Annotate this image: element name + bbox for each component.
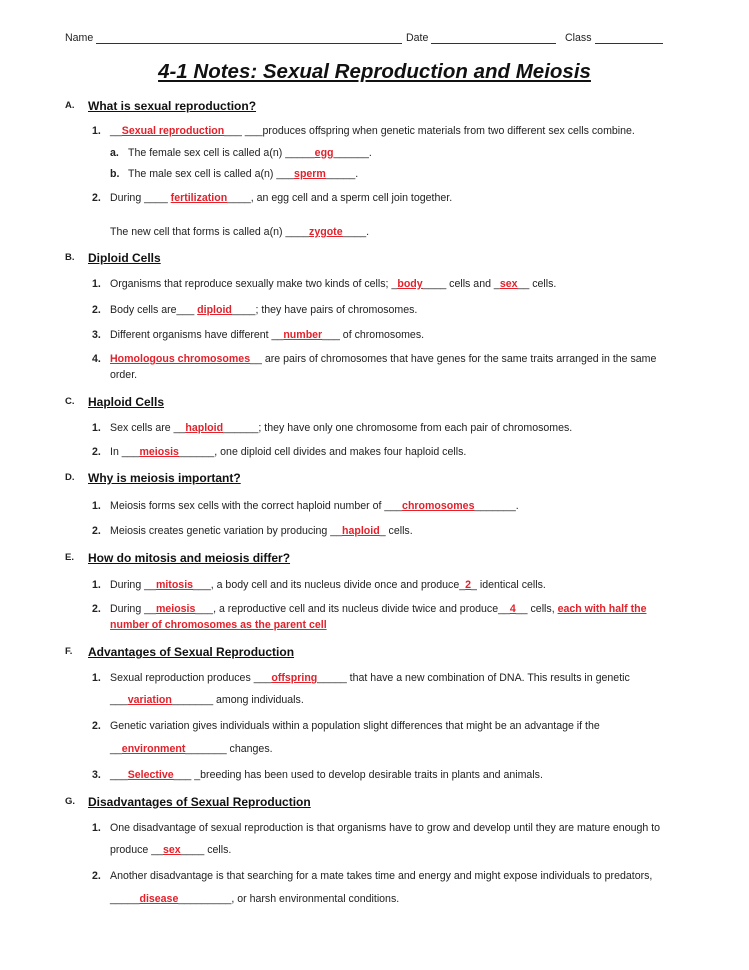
answer-blank[interactable]: haploid bbox=[185, 422, 224, 434]
answer-blank[interactable]: Selective bbox=[127, 769, 174, 781]
item-text: The male sex cell is called a(n) ___ bbox=[128, 168, 295, 180]
answer-blank[interactable]: Sexual reproduction bbox=[121, 125, 225, 137]
item-text: produce __ bbox=[110, 844, 164, 856]
item-text: _____ that have a new combination of DNA. This results in genetic bbox=[317, 672, 630, 684]
item-text: _______. bbox=[474, 500, 519, 512]
item-number: 2. bbox=[92, 192, 101, 204]
item-text: _________, or harsh environmental conditions. bbox=[178, 893, 400, 905]
item-text: Body cells are___ bbox=[110, 304, 198, 316]
item-text: _ cells. bbox=[379, 525, 413, 537]
answer-blank[interactable]: meiosis bbox=[139, 446, 179, 458]
answer-blank[interactable]: body bbox=[397, 278, 423, 290]
item-line bbox=[110, 670, 630, 686]
answer-blank[interactable]: haploid bbox=[342, 525, 380, 537]
section-letter: D. bbox=[65, 472, 75, 483]
item-text: _______ among individuals. bbox=[171, 694, 304, 706]
item-line bbox=[110, 767, 543, 783]
item-text: Organisms that reproduce sexually make two kinds of cells; _ bbox=[110, 278, 398, 290]
item-line bbox=[128, 145, 372, 161]
item-text: ___, a reproductive cell and its nucleus divide twice and produce__ bbox=[195, 603, 510, 615]
item-line bbox=[110, 842, 231, 858]
item-number: 1. bbox=[92, 125, 101, 137]
section-letter: A. bbox=[65, 100, 75, 111]
answer-blank[interactable]: sex bbox=[163, 844, 181, 856]
sub-item-letter: b. bbox=[110, 168, 120, 180]
item-text: __ cells, bbox=[515, 603, 558, 615]
item-line bbox=[110, 868, 652, 884]
section-letter: F. bbox=[65, 646, 73, 657]
item-number: 1. bbox=[92, 278, 101, 290]
item-number: 1. bbox=[92, 500, 101, 512]
item-number: 3. bbox=[92, 769, 101, 781]
item-text: During __ bbox=[110, 603, 156, 615]
item-text: The new cell that forms is called a(n) ____ bbox=[110, 226, 310, 238]
item-line bbox=[110, 123, 635, 139]
item-text: ____ cells. bbox=[180, 844, 232, 856]
section-heading: Diploid Cells bbox=[88, 251, 161, 265]
answer-blank[interactable]: Homologous chromosomes bbox=[110, 353, 251, 365]
item-number: 1. bbox=[92, 672, 101, 684]
answer-blank[interactable]: mitosis bbox=[155, 579, 194, 591]
item-text: ____; they have pairs of chromosomes. bbox=[231, 304, 418, 316]
item-line bbox=[110, 351, 656, 367]
item-text: Meiosis forms sex cells with the correct haploid number of ___ bbox=[110, 500, 403, 512]
item-text: Another disadvantage is that searching for a mate takes time and energy and might expose individuals to predators, bbox=[110, 870, 653, 882]
item-text: The female sex cell is called a(n) _____ bbox=[128, 147, 315, 159]
item-text: __ cells. bbox=[517, 278, 557, 290]
item-line bbox=[110, 891, 399, 907]
sub-item-letter: a. bbox=[110, 147, 119, 159]
answer-blank[interactable]: diploid bbox=[197, 304, 232, 316]
item-text: __ bbox=[110, 743, 122, 755]
item-line bbox=[110, 276, 556, 292]
item-number: 1. bbox=[92, 579, 101, 591]
item-text: ____, an egg cell and a sperm cell join together. bbox=[227, 192, 453, 204]
item-number: 2. bbox=[92, 720, 101, 732]
item-number: 2. bbox=[92, 603, 101, 615]
section-heading: Haploid Cells bbox=[88, 395, 165, 409]
name-label: Name bbox=[65, 32, 94, 44]
item-number: 2. bbox=[92, 525, 101, 537]
answer-blank[interactable]: meiosis bbox=[155, 603, 196, 615]
item-line bbox=[110, 327, 424, 343]
item-text: ___ bbox=[110, 694, 128, 706]
item-text: _ identical cells. bbox=[471, 579, 546, 591]
item-text: One disadvantage of sexual reproduction is that organisms have to grow and develop until they are mature enough to bbox=[110, 822, 661, 834]
answer-blank[interactable]: number bbox=[283, 329, 323, 341]
item-line bbox=[128, 166, 358, 182]
answer-blank[interactable]: sperm bbox=[294, 168, 326, 180]
item-line bbox=[110, 224, 369, 240]
item-text: ____. bbox=[342, 226, 370, 238]
date-label: Date bbox=[406, 32, 429, 44]
class-field[interactable] bbox=[565, 32, 663, 44]
answer-blank[interactable]: 2 bbox=[465, 579, 472, 591]
section-letter: G. bbox=[65, 796, 76, 807]
section-letter: C. bbox=[65, 396, 75, 407]
date-blank[interactable] bbox=[431, 32, 556, 44]
item-text: ______. bbox=[333, 147, 372, 159]
item-text: Meiosis creates genetic variation by producing __ bbox=[110, 525, 343, 537]
item-line bbox=[110, 617, 327, 633]
item-text: Sex cells are __ bbox=[110, 422, 186, 434]
answer-blank[interactable]: offspring bbox=[271, 672, 318, 684]
item-text: Sexual reproduction produces ___ bbox=[110, 672, 272, 684]
item-number: 1. bbox=[92, 822, 101, 834]
item-text: _______ changes. bbox=[185, 743, 273, 755]
item-text: _____. bbox=[325, 168, 359, 180]
item-line bbox=[110, 577, 546, 593]
item-text: __ are pairs of chromosomes that have genes for the same traits arranged in the same bbox=[250, 353, 657, 365]
item-text: ______, one diploid cell divides and makes four haploid cells. bbox=[178, 446, 467, 458]
item-line bbox=[110, 420, 572, 436]
item-line bbox=[110, 190, 452, 206]
item-line bbox=[110, 444, 466, 460]
item-line bbox=[110, 820, 660, 836]
date-field[interactable] bbox=[406, 32, 556, 44]
answer-blank[interactable]: zygote bbox=[309, 226, 343, 238]
item-text: ___ _breeding has been used to develop desirable traits in plants and animals. bbox=[173, 769, 543, 781]
item-text: During ____ bbox=[110, 192, 171, 204]
section-letter: E. bbox=[65, 552, 74, 563]
item-text: order. bbox=[110, 369, 138, 381]
answer-blank[interactable]: variation bbox=[127, 694, 172, 706]
item-text: ___ ___produces offspring when genetic materials from two different sex cells combine. bbox=[224, 125, 635, 137]
answer-blank[interactable]: egg bbox=[314, 147, 334, 159]
answer-blank[interactable]: environment bbox=[121, 743, 186, 755]
item-number: 1. bbox=[92, 422, 101, 434]
item-number: 2. bbox=[92, 870, 101, 882]
answer-blank[interactable]: number of chromosomes as the parent cell bbox=[110, 619, 327, 631]
section-heading: What is sexual reproduction? bbox=[88, 99, 257, 113]
item-line bbox=[110, 523, 413, 539]
section-heading: How do mitosis and meiosis differ? bbox=[88, 551, 291, 565]
answer-blank[interactable]: chromosomes bbox=[402, 500, 475, 512]
item-text: ___ of chromosomes. bbox=[322, 329, 425, 341]
answer-blank[interactable]: disease bbox=[139, 893, 179, 905]
item-text: ___, a body cell and its nucleus divide once and produce_ bbox=[193, 579, 466, 591]
item-line bbox=[110, 692, 304, 708]
section-heading: Advantages of Sexual Reproduction bbox=[88, 645, 295, 659]
item-line bbox=[110, 498, 519, 514]
item-line bbox=[110, 741, 273, 757]
item-text: In ___ bbox=[110, 446, 140, 458]
item-number: 3. bbox=[92, 329, 101, 341]
section-letter: B. bbox=[65, 252, 75, 263]
class-blank[interactable] bbox=[595, 32, 663, 44]
answer-blank[interactable]: sex bbox=[499, 278, 518, 290]
item-text: ___ bbox=[110, 769, 128, 781]
name-field[interactable] bbox=[65, 32, 402, 44]
answer-blank[interactable]: each with half the bbox=[557, 603, 647, 615]
item-text: During __ bbox=[110, 579, 156, 591]
answer-blank[interactable]: 4 bbox=[509, 603, 516, 615]
class-label: Class bbox=[565, 32, 592, 44]
item-number: 4. bbox=[92, 353, 101, 365]
name-blank[interactable] bbox=[96, 32, 402, 44]
item-number: 2. bbox=[92, 304, 101, 316]
item-text: ______; they have only one chromosome from each pair of chromosomes. bbox=[223, 422, 573, 434]
item-text: ____ cells and _ bbox=[422, 278, 500, 290]
answer-blank[interactable]: fertilization bbox=[170, 192, 228, 204]
item-text: _____ bbox=[110, 893, 140, 905]
item-line bbox=[110, 601, 646, 617]
section-heading: Disadvantages of Sexual Reproduction bbox=[88, 795, 311, 809]
item-line bbox=[110, 367, 137, 383]
item-line bbox=[110, 302, 417, 318]
item-text: Genetic variation gives individuals within a population slight differences that might be an advantage if the bbox=[110, 720, 600, 732]
item-line bbox=[110, 718, 600, 734]
section-heading: Why is meiosis important? bbox=[88, 471, 241, 485]
item-number: 2. bbox=[92, 446, 101, 458]
page-title: 4-1 Notes: Sexual Reproduction and Meiosis bbox=[158, 60, 591, 83]
item-text: __ bbox=[110, 125, 122, 137]
item-text: Different organisms have different __ bbox=[110, 329, 284, 341]
